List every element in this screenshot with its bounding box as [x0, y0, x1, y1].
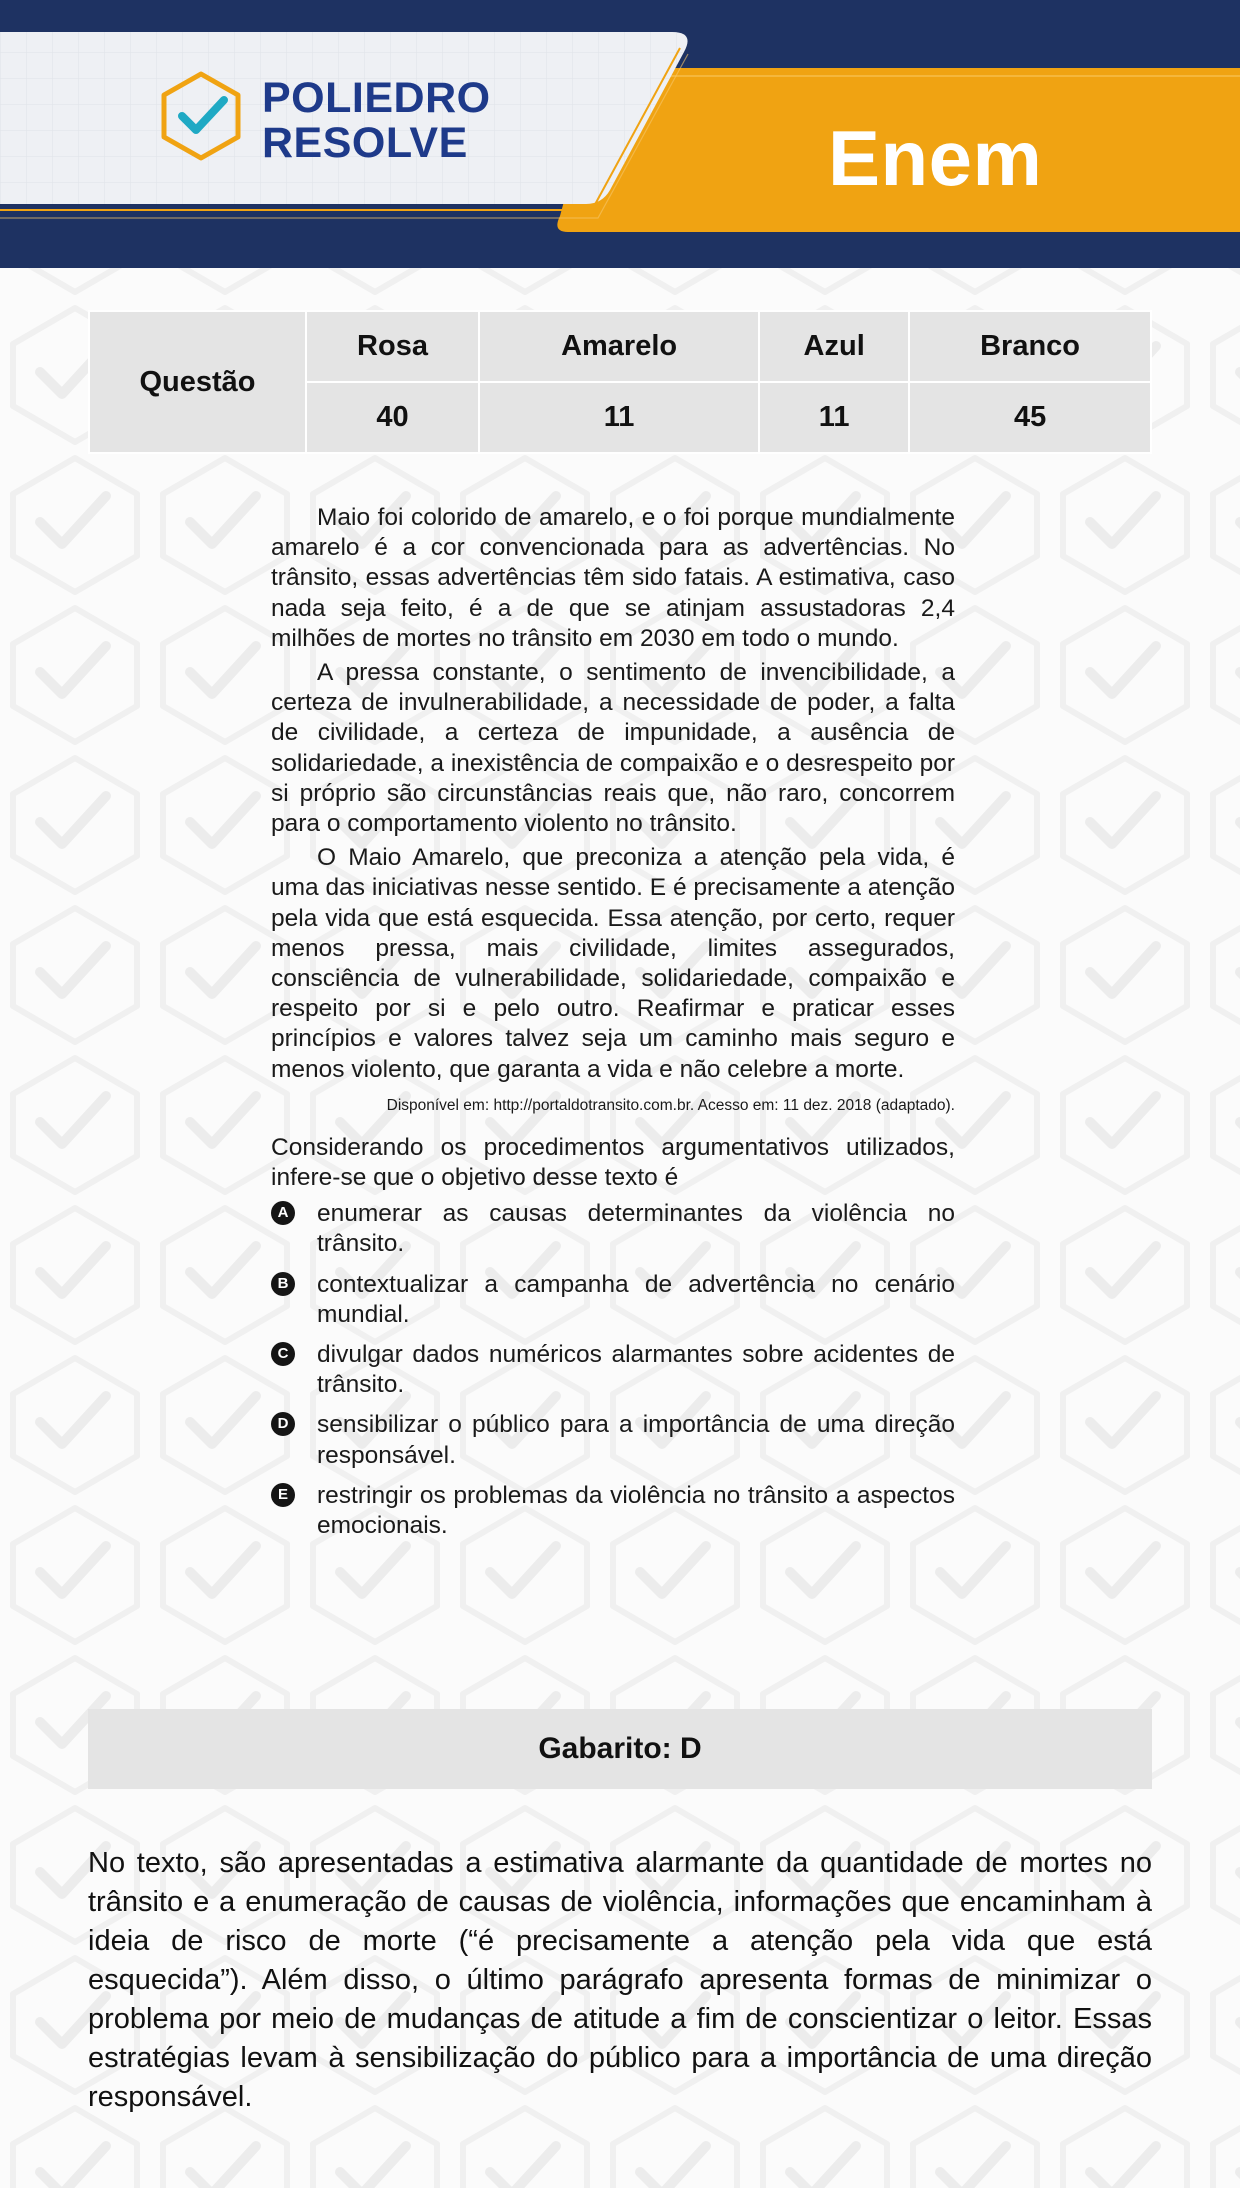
- answer-explanation: No texto, são apresentadas a estimativa alarmante da quantidade de mortes no trânsito e a enumeração de causas de violência, informações que encaminham à ideia de risco de morte (“é precisamente a atenção pela vida que está esquecida”). Além disso, o último parágrafo apresenta formas de minimizar o problema por meio de mudanças de atitude a fim de conscientizar o leitor. Essas estratégias levam à sensibilização do público para a importância de uma direção responsável.: [88, 1847, 1152, 2113]
- question-command: Considerando os procedimentos argumentativos utilizados, infere-se que o objetivo desse texto é: [271, 1133, 955, 1192]
- option-text: contextualizar a campanha de advertência no cenário mundial.: [317, 1270, 955, 1328]
- text-paragraph-1: Maio foi colorido de amarelo, e o foi porque mundialmente amarelo é a cor convencionada para as advertências. No trânsito, essas advertências têm sido fatais. A estimativa, caso nada seja feito, é a de que se atinjam assustadoras 2,4 milhões de mortes no trânsito em 2030 em todo o mundo.: [271, 504, 955, 652]
- brand-line-1: POLIEDRO: [262, 74, 491, 122]
- text-paragraph-2: A pressa constante, o sentimento de invencibilidade, a certeza de invulnerabilidade, a necessidade de poder, a falta de civilidade, a certeza de impunidade, a ausência de solidariedade, a inexistência de compaixão e o desrespeito por si próprio são circunstâncias reais que, não raro, concorrem para o comportamento violento no trânsito.: [271, 659, 955, 838]
- answer-options: [271, 1199, 955, 1541]
- option-letter-a-icon: A: [271, 1201, 295, 1225]
- exam-color-azul: Azul: [759, 311, 909, 382]
- option-b: [271, 1270, 955, 1330]
- exam-color-rosa: Rosa: [306, 311, 479, 382]
- option-c: [271, 1340, 955, 1400]
- answer-key-bar: [88, 1709, 1152, 1789]
- question-label: Questão: [89, 311, 306, 453]
- option-d: [271, 1410, 955, 1470]
- option-a: [271, 1199, 955, 1259]
- exam-title: Enem: [828, 114, 1043, 202]
- option-text: divulgar dados numéricos alarmantes sobre acidentes de trânsito.: [317, 1341, 955, 1399]
- brand-line-2: RESOLVE: [262, 119, 468, 167]
- exam-color-branco: Branco: [909, 311, 1151, 382]
- option-text: sensibilizar o público para a importância de uma direção responsável.: [317, 1411, 955, 1469]
- question-number-rosa: 40: [306, 382, 479, 453]
- header-banner: [0, 0, 1240, 268]
- option-text: enumerar as causas determinantes da violência no trânsito.: [317, 1200, 955, 1258]
- option-letter-c-icon: C: [271, 1342, 295, 1366]
- option-text: restringir os problemas da violência no trânsito a aspectos emocionais.: [317, 1481, 955, 1540]
- option-letter-d-icon: D: [271, 1412, 295, 1436]
- table-row: [89, 311, 1151, 382]
- source-citation: Disponível em: http://portaldotransito.com.br. Acesso em: 11 dez. 2018 (adaptado).: [386, 1096, 955, 1114]
- exam-color-amarelo: Amarelo: [479, 311, 759, 382]
- text-paragraph-3: O Maio Amarelo, que preconiza a atenção pela vida, é uma das iniciativas nesse sentido. E é precisamente a atenção pela vida que está esquecida. Essa atenção, por certo, requer menos pressa, mais civilidade, limites assegurados, consciência de vulnerabilidade, solidariedade, compaixão e respeito por si e pelo outro. Reafirmar e praticar esses princípios e valores talvez seja um caminho mais seguro e menos violento, que garanta a vida e não celebre a morte.: [271, 844, 955, 1083]
- option-letter-b-icon: B: [271, 1272, 295, 1296]
- question-body: [271, 503, 955, 1551]
- option-letter-e-icon: E: [271, 1483, 295, 1507]
- answer-key-label: Gabarito: D: [538, 1732, 702, 1765]
- check-in-hexagon-icon: [158, 70, 244, 162]
- question-number-table: [88, 310, 1152, 454]
- question-number-branco: 45: [909, 382, 1151, 453]
- brand-logotype: [262, 76, 491, 166]
- option-e: [271, 1481, 955, 1541]
- question-number-azul: 11: [759, 382, 909, 453]
- question-number-amarelo: 11: [479, 382, 759, 453]
